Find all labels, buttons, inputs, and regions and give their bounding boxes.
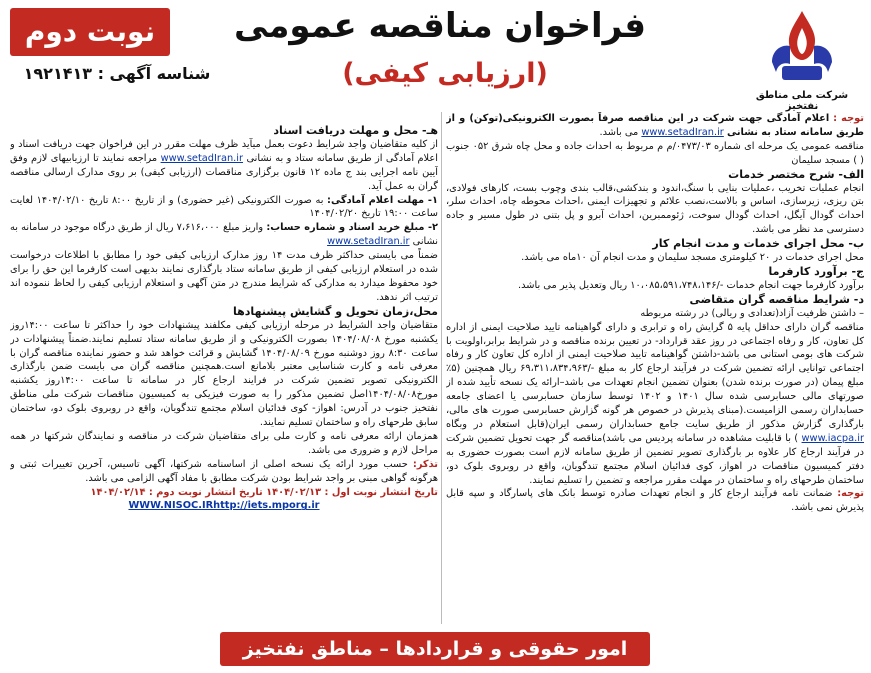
left-column [10, 124, 438, 624]
section-alef-heading: الف- شرح مختصر خدمات [728, 167, 864, 181]
column-divider [441, 112, 442, 624]
guarantee-note [446, 487, 864, 515]
reminder [10, 458, 438, 486]
footer-banner: امور حقوقی و قراردادها – مناطق نفتخیز [220, 632, 650, 666]
item-one-text: به صورت الکترونیکی (غیر حضوری) و از تاریخ ۸:۰۰ تاریخ ۱۴۰۴/۰۲/۱۰ لغایت ساعت ۱۹:۰۰ تاریخ ۱۴۰۴/۰۲/۲۰ [10, 194, 438, 220]
section-vav-text: متقاضیان واجد الشرایط در مرحله ارزیابی کیفی مکلفند پیشنهادات خود را حداکثر تا ساعت ۱۴:۰۰روز یکشنبه مورخ ۱۴۰۴/۰۸/۰۸ بصورت الکترونیکی و از طریق سامانه ستاد تسلیم نمایند.ضمناً پیشنهادات در ساعت ۸:۳۰ روز دوشنبه مورخ ۱۴۰۴/۰۸/۰۹ گشایش و قرائت خواهد شد و حضور نماینده مناقصه گران با معرفی نامه و کارت شناسایی معتبر بلامانع است.همچنین مناقصه گران می بایست ضمن بارگذاری الکترونیکی تصویر تضمین شرکت در فرایند ارجاع کار در سامانه تا ساعت ۱۴:۰۰روز یکشنبه مورخ۱۴۰۴/۰۸/۰۸اصل تضمین مذکور را به صورت فیزیکی به کمیسیون مناقصات شرکت ملی مناطق نفتخیز جنوب در آدرس: اهواز- کوی فدائیان اسلام مجتمع تندگویان، واقع در روبروی بلوک دو، ساختمان سابق طرحهای راه و ساختمان تسلیم نمایند. [10, 319, 438, 429]
guarantee-note-text: ضمانت نامه فرآیند ارجاع کار و انجام تعهدات صادره توسط بانک های پاسارگاد و سپه قابل پذیرش نمی باشد. [446, 488, 864, 514]
section-alef-text: انجام عملیات تخریب ،عملیات بنایی با سنگ،اندود و بندکشی،قالب بندی وچوب بست، کارهای فولادی، بتن ریزی، زیرسازی، اساس و بالاست،نصب علائم و تجهیزات ایمنی ،احداث محوطه چاه، احداث سلر، احداث گودال آیگل، احداث گودال سوخت، ژئوممبرین، احداث آبرو و پل بتنی در طول مسیر و جاده دسترسی مد نظر می باشد. [446, 182, 864, 236]
documents-tail: مراجعه نمایند تا ارزیابیهای لازم وفق آیین نامه اجرایی بند ج ماده ۱۲ قانون برگزاری مناقصات (ارزیابی کیفی) بر روی مدارک ارسالی مناقصه گران به عمل آید. [10, 152, 438, 192]
item-one-heading: ۱- مهلت اعلام آمادگی: [327, 194, 438, 206]
section-de-text-1: – داشتن ظرفیت آزاد(تعدادی و ریالی) در رشته مربوطه [640, 307, 864, 319]
id-card-note: همزمان ارائه معرفی نامه و کارت ملی برای متقاضیان شرکت در مناقصه و نمایندگان شرکتها در همه مراحل لازم و ضروری می باشد. [10, 430, 438, 456]
section-be-text: محل اجرای خدمات در ۲۰ کیلومتری مسجد سلیمان و مدت انجام آن ۱۰ماه می باشد. [521, 252, 864, 264]
intro-tail: می باشد. [599, 126, 639, 138]
section-he-heading: هـ- محل و مهلت دریافت اسناد [273, 124, 438, 137]
reminder-text: حسب مورد ارائه یک نسخه اصلی از اساسنامه شرکتها، آگهی تاسیس، آخرین تغییرات ثبتی و هرگونه گواهی مبنی بر واجد شرایط بودن شرکت مطابق با مفاد آگهی الزامی می باشد. [10, 458, 438, 484]
conditions-text: مناقصه گران دارای حداقل پایه ۵ گرایش راه و ترابری و دارای گواهینامه تایید صلاحیت ایمنی از اداره کل تعاون، کار و رفاه اجتماعی در روز عقد قرارداد- در تعیین برنده مناقصه و در شرایط برابر،اولویت با شرکت های بومی استانی می باشد-داشتن گواهینامه تایید صلاحیت ایمنی از اداره کل تعاون کار و رفاه اجتماعی توانایی ارائه تضمین شرکت در فرآیند ارجاع کار به مبلغ -/۶۹،۳۱۱،۸۳۴،۹۶۳ ریال همچنین (۵٪ مبلغ پیمان (در صورت برنده شدن) بعنوان تضمین انجام تعهدات می باشد–ارائه یک نسخه تأیید شده از صورتهای مالی حسابرسی شده سال ۱۴۰۱ و ۱۴۰۲ توسط سازمان حسابرسی یا اعضای جامعه حسابداران رسمی الزامیست.(مبنای پذیرش در خصوص هر گونه گزارش حسابرسی صورت های مالی، بارگذاری گزارش مذکور از طریق سایت جامع حسابداران رسمی ایران(قابل استعلام در وبگاه [446, 321, 864, 430]
section-vav-heading: محل،زمان تحویل و گشایش پیشنهادها [233, 304, 438, 318]
item-two-text: واریز مبلغ ۷،۶۱۶،۰۰۰ ریال از طریق درگاه موجود در سامانه به نشانی [10, 222, 438, 248]
tender-number: مناقصه عمومی یک مرحله ای شماره ۰۴۷۳/۰۳/م م مربوط به احداث جاده و محل چاه شرق ۰۵۲ جنوب ( ) مسجد سلیمان [446, 140, 864, 166]
section-de-text-2 [446, 321, 864, 488]
note-label: توجه : [833, 113, 864, 124]
intro-text: اعلام آمادگی جهت شرکت در این مناقصه صرفاً بصورت الکترونیکی(توکن) و از طریق سامانه ستاد به نشانی [446, 113, 864, 138]
conditions-text-cont: ) با قابلیت مشاهده در سامانه پردیس می باشد)مناقصه گر جهت تحویل تضمین شرکت در فرآیند ارجاع کار علاوه بر بارگذاری تصویر تضمین از طریق سامانه لازم است بصورت حضوری به دفتر کمیسیون مناقصات در اهواز، کوی فدائیان اسلام مجتمع تندگویان، واقع در روبروی بلوک دو، ساختمان طرحهای راه و ساختمان در مهلت مقرر مراجعه و تضمین را تسلیم نمایند. [446, 432, 864, 486]
intro-paragraph [446, 112, 864, 140]
setad-link-3[interactable]: www.setadIran.ir [327, 236, 410, 248]
section-de-heading: د- شرایط مناقصه گران متقاضی [689, 292, 864, 306]
evaluation-note: ضمناً می بایستی حداکثر ظرف مدت ۱۴ روز مدارک ارزیابی کیفی خود را مطابق با اطلاعات درخواست شده در استعلام ارزیابی کیفی از طریق سامانه ستاد بارگذاری نمایند بدیهی است کارفرما این حق را برای خود محفوظ میدارد به مدارکی که شرایط مندرج در متن آگهی و استعلام ارزیابی کیفی را لحاظ ننموده اند ترتیب اثر ندهد. [10, 250, 438, 303]
websites-link[interactable]: WWW.NISOC.IRhttp://iets.mporg.ir [128, 500, 320, 512]
round-badge: نوبت دوم [10, 8, 170, 56]
iacpa-link[interactable]: www.iacpa.ir [801, 432, 864, 444]
item-two [10, 221, 438, 249]
section-je-text: برآورد کارفرما جهت انجام خدمات -/۱۰،۰۸۵،۵۹۱،۷۴۸،۱۴۶ ریال وتعدیل پذیر می باشد. [518, 279, 864, 291]
reminder-label: تذکر: [412, 458, 438, 470]
publish-dates: تاریخ انتشار نوبت اول : ۱۴۰۴/۰۲/۱۳ تاریخ انتشار نوبت دوم : ۱۴۰۴/۰۲/۱۴ [90, 486, 438, 498]
setad-link-2[interactable]: www.setadIran.ir [160, 152, 244, 164]
page-subtitle: (ارزیابی کیفی) [342, 58, 548, 89]
logo-caption: شرکت ملی مناطق نفتخیز [755, 90, 849, 112]
page-title: فراخوان مناقصه عمومی [233, 6, 647, 46]
section-he-text [10, 138, 438, 194]
right-column [446, 112, 864, 624]
nioc-flame-logo-icon [742, 6, 862, 112]
setad-link[interactable]: www.setadIran.ir [641, 126, 724, 138]
section-je-heading: ج- برآورد کارفرما [768, 264, 864, 278]
documents-text: از کلیه متقاضیان واجد شرایط دعوت بعمل میآید ظرف مهلت مقرر در این فراخوان جهت دریافت اسناد و اعلام آمادگی از طریق سامانه ستاد و به نشانی [10, 138, 438, 164]
section-be-heading: ب- محل اجرای خدمات و مدت انجام کار [652, 237, 864, 251]
item-one [10, 194, 438, 222]
item-two-heading: ۲- مبلغ خرید اسناد و شماره حساب: [266, 222, 438, 234]
ad-code: شناسه آگهی : ۱۹۲۱۴۱۳ [23, 64, 211, 83]
guarantee-note-label: توجه: [837, 488, 864, 500]
